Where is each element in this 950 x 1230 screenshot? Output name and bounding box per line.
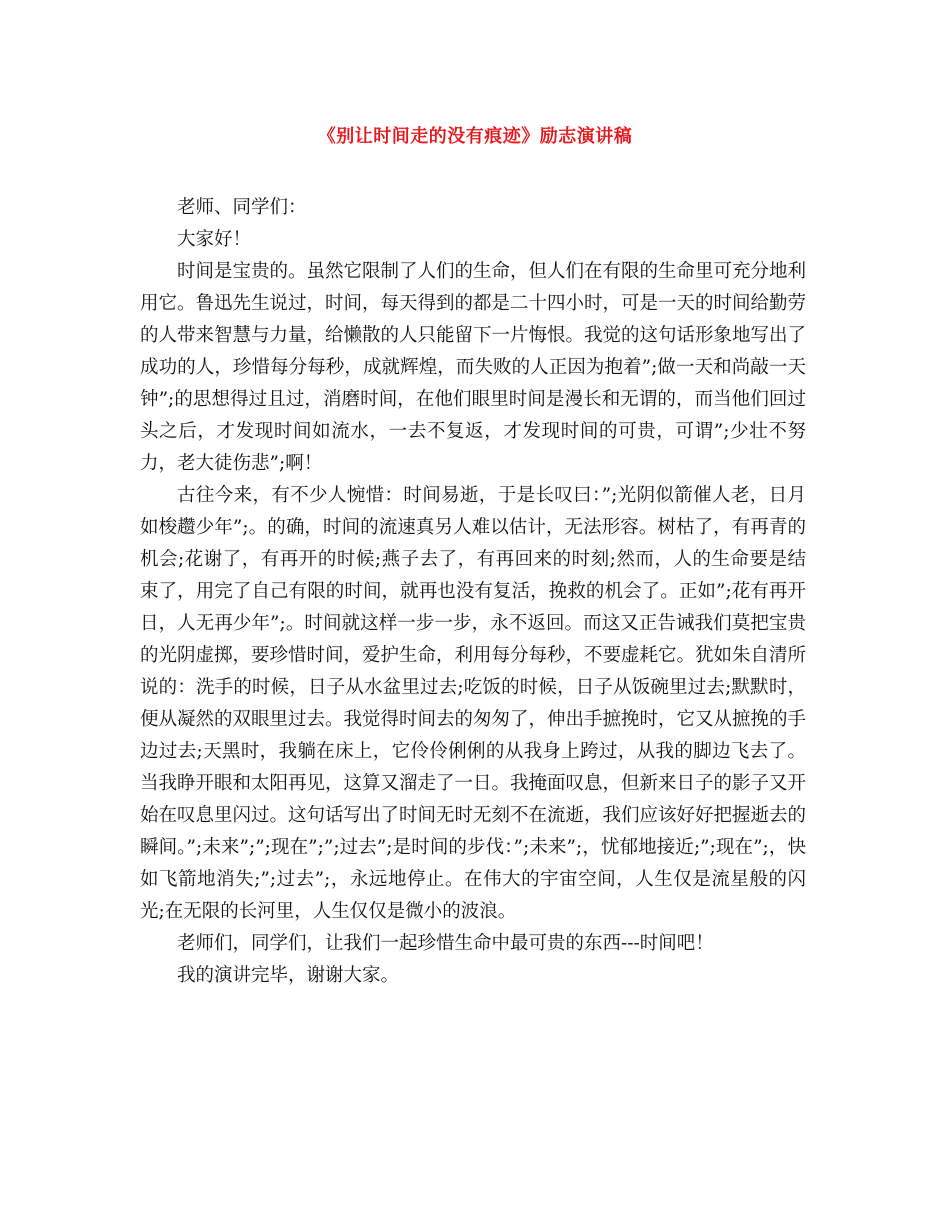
document-body: [140, 192, 806, 992]
salutation: 老师、同学们：: [177, 197, 307, 218]
closing-paragraph: 老师们，同学们，让我们一起珍惜生命中最可贵的东西---时间吧！: [177, 933, 714, 954]
closing-thanks: 我的演讲完毕，谢谢大家。: [177, 965, 400, 986]
document-title: 《别让时间走的没有痕迹》励志演讲稿: [317, 126, 633, 147]
greeting: 大家好！: [177, 229, 252, 250]
body-paragraph: 古往今来，有不少人惋惜：时间易逝，于是长叹曰：”;光阴似箭催人老，日月如梭趱少年”;。的确，时间的流速真另人难以估计，无法形容。树枯了，有再青的机会;花谢了，有再开的时候;燕子去了，有再回来的时刻;然而，人的生命要是结束了，用完了自己有限的时间，就再也没有复活，挽救的机会了。正如”;花有再开日，人无再少年”;。时间就这样一步一步，永不返回。而这又正告诫我们莫把宝贵的光阴虚掷，要珍惜时间，爱护生命，利用每分每秒，不要虚耗它。犹如朱自清所说的：洗手的时候，日子从水盆里过去;吃饭的时候，日子从饭碗里过去;默默时，便从凝然的双眼里过去。我觉得时间去的匆匆了，伸出手摭挽时，它又从摭挽的手边过去;天黑时，我躺在床上，它伶伶俐俐的从我身上跨过，从我的脚边飞去了。当我睁开眼和太阳再见，这算又溜走了一日。我掩面叹息，但新来日子的影子又开始在叹息里闪过。这句话写出了时间无时无刻不在流逝，我们应该好好把握逝去的瞬间。”;未来”;”;现在”;”;过去”;是时间的步伐：”;未来”;，忧郁地接近;”;现在”;，快如飞箭地消失;”;过去”;，永远地停止。在伟大的宇宙空间，人生仅是流星般的闪光;在无限的长河里，人生仅仅是微小的波浪。: [140, 485, 807, 922]
body-paragraph: 时间是宝贵的。虽然它限制了人们的生命，但人们在有限的生命里可充分地利用它。鲁迅先生说过，时间，每天得到的都是二十四小时，可是一天的时间给勤劳的人带来智慧与力量，给懒散的人只能留下一片悔恨。我觉的这句话形象地写出了成功的人，珍惜每分每秒，成就辉煌，而失败的人正因为抱着”;做一天和尚敲一天钟”;的思想得过且过，消磨时间，在他们眼里时间是漫长和无谓的，而当他们回过头之后，才发现时间如流水，一去不复返，才发现时间的可贵，可谓”;少壮不努力，老大徒伤悲”;啊！: [140, 261, 807, 474]
